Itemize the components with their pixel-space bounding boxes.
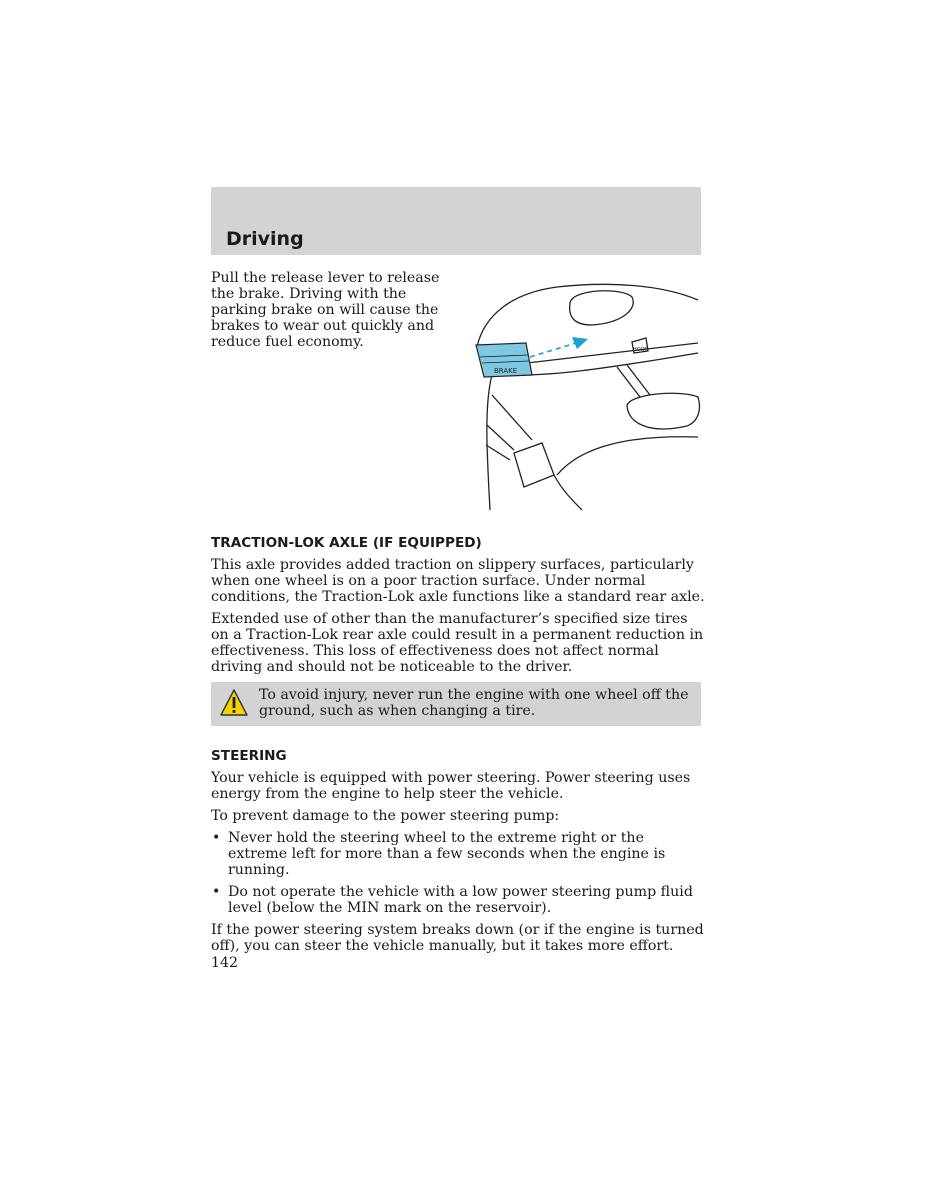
list-item: • Never hold the steering wheel to the extreme right or the extreme left for more than a few seconds when the engine is running. — [212, 830, 666, 878]
hood-label: HOOD — [633, 347, 649, 353]
brake-release-lever — [476, 343, 532, 377]
warning-text: To avoid injury, never run the engine with one wheel off the ground, such as when changing a tire. — [259, 687, 689, 719]
bullet-icon: • — [212, 830, 221, 846]
section-header-band — [211, 187, 701, 255]
steering-bullet-list — [211, 830, 706, 916]
warning-box — [211, 682, 701, 726]
traction-lok-section — [211, 535, 706, 681]
brake-release-diagram — [462, 275, 702, 515]
traction-paragraph-2: Extended use of other than the manufacturer’s specified size tires on a Traction-Lok rear axle could result in a permanent reduction in effectiveness. This loss of effectiveness does not affect normal driving and should not be noticeable to the driver. — [211, 611, 704, 675]
steering-section — [211, 748, 706, 960]
intro-paragraph: Pull the release lever to release the brake. Driving with the parking brake on will cause the brakes to wear out quickly and reduce fuel economy. — [211, 270, 440, 350]
list-item: • Do not operate the vehicle with a low power steering pump fluid level (below the MIN mark on the reservoir). — [212, 884, 693, 916]
release-direction-arrow — [530, 337, 588, 357]
lever-label: BRAKE — [494, 367, 518, 375]
steering-paragraph-2: To prevent damage to the power steering pump: — [211, 808, 560, 824]
steering-heading: STEERING — [211, 748, 287, 764]
traction-heading: TRACTION-LOK AXLE (IF EQUIPPED) — [211, 535, 482, 551]
bullet-icon: • — [212, 884, 221, 900]
parking-brake-illustration — [462, 275, 702, 515]
steering-paragraph-1: Your vehicle is equipped with power steering. Power steering uses energy from the engine to help steer the vehicle. — [211, 770, 691, 802]
page-number: 142 — [211, 955, 239, 971]
steering-paragraph-3: If the power steering system breaks down (or if the engine is turned off), you can steer the vehicle manually, but it takes more effort. — [211, 922, 704, 954]
traction-paragraph-1: This axle provides added traction on slippery surfaces, particularly when one wheel is on a poor traction surface. Under normal conditions, the Traction-Lok axle functions like a standard rear axle. — [211, 557, 705, 605]
warning-triangle-icon — [219, 688, 249, 718]
section-title: Driving — [226, 228, 304, 250]
